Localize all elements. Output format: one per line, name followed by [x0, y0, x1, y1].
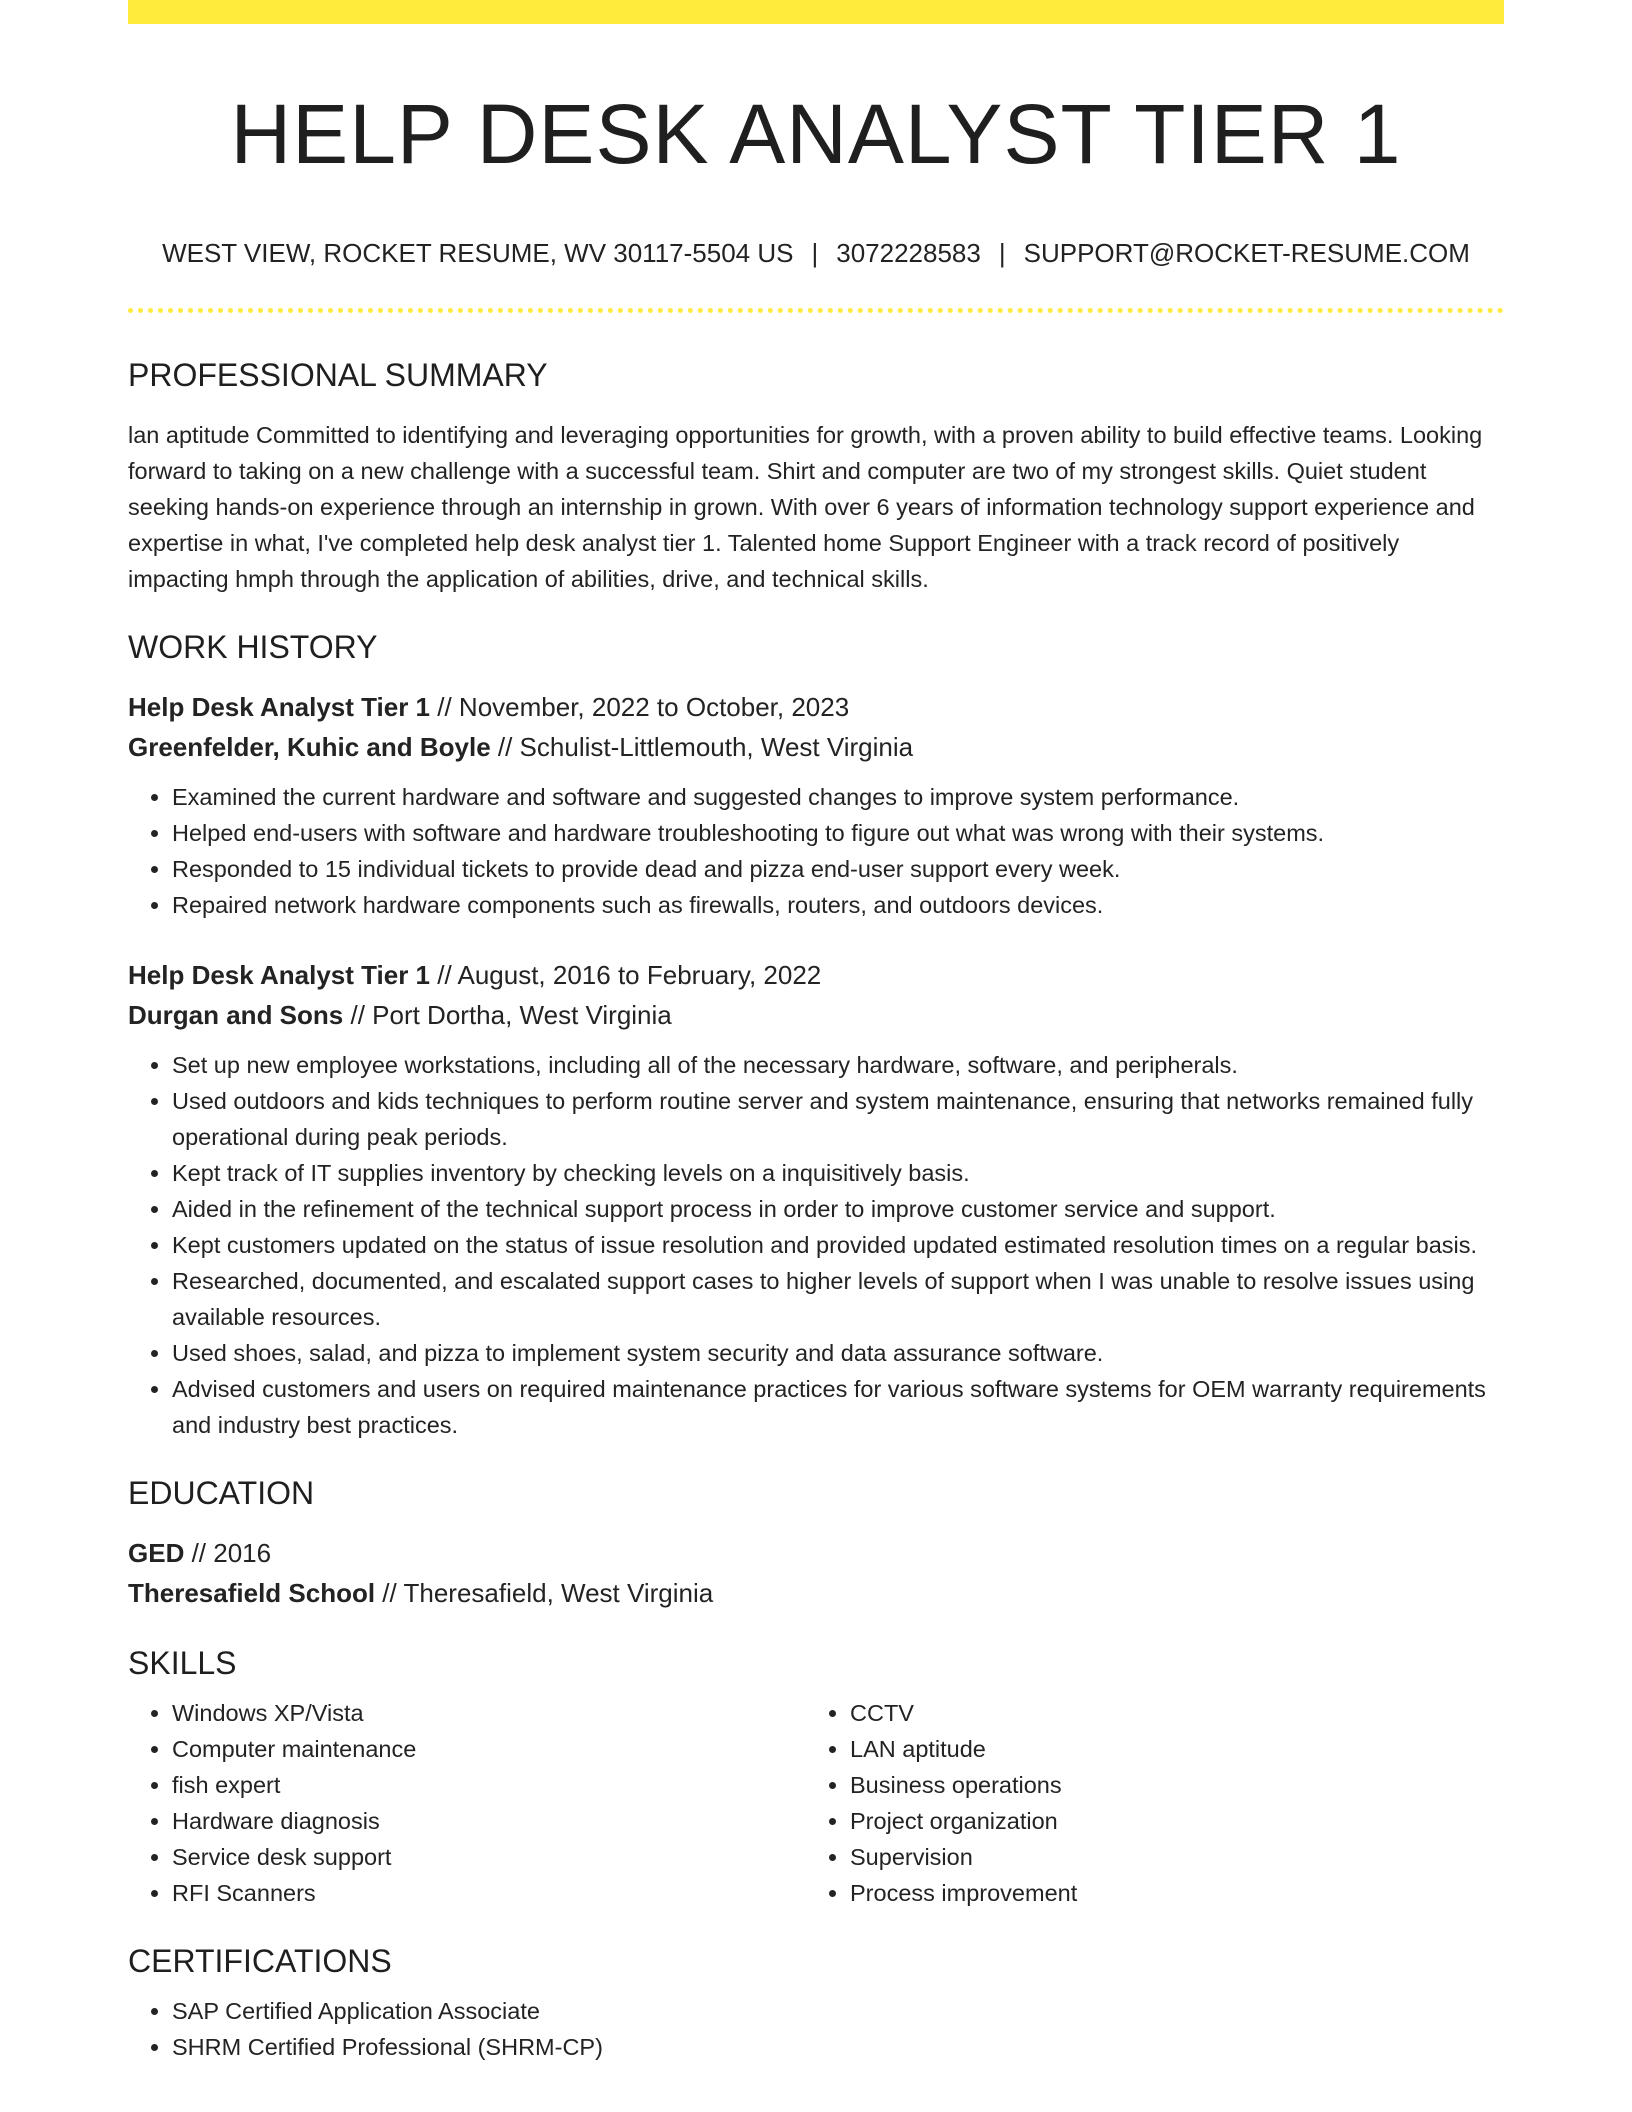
skills-columns [128, 1695, 1504, 1911]
job-role-line [128, 955, 1504, 995]
job-role-line [128, 687, 1504, 727]
skill-item: • Supervision [850, 1839, 1504, 1875]
job-location: // Schulist-Littlemouth, West Virginia [490, 732, 914, 762]
dotted-divider [128, 308, 1504, 313]
work-history-heading: WORK HISTORY [128, 629, 378, 665]
job-bullet: • Examined the current hardware and software and suggested changes to improve system performance. [172, 779, 1504, 815]
job-bullet: • Used shoes, salad, and pizza to implement system security and data assurance software. [172, 1335, 1504, 1371]
education-school-line [128, 1573, 1504, 1613]
resume-title: HELP DESK ANALYST TIER 1 [230, 87, 1402, 181]
contact-phone[interactable]: 3072228583 [836, 238, 981, 268]
job-bullet: • Kept customers updated on the status of issue resolution and provided updated estimated resolution times on a regular basis. [172, 1227, 1504, 1263]
job-dates: // November, 2022 to October, 2023 [430, 692, 850, 722]
contact-address: WEST VIEW, ROCKET RESUME, WV 30117-5504 US [162, 238, 794, 268]
job-bullet: • Kept track of IT supplies inventory by checking levels on a inquisitively basis. [172, 1155, 1504, 1191]
education-degree-line [128, 1533, 1504, 1573]
job-bullets [128, 1047, 1504, 1443]
skill-item: • Computer maintenance [172, 1731, 806, 1767]
contact-separator: | [998, 238, 1006, 268]
job-bullet: • Responded to 15 individual tickets to provide dead and pizza end-user support every week. [172, 851, 1504, 887]
job-bullet: • Aided in the refinement of the technical support process in order to improve customer service and support. [172, 1191, 1504, 1227]
skill-item: • CCTV [850, 1695, 1504, 1731]
contact-line [128, 236, 1504, 270]
job-bullet: • Advised customers and users on required maintenance practices for various software systems for OEM warranty requirements and industry best practices. [172, 1371, 1504, 1443]
skill-item: • Process improvement [850, 1875, 1504, 1911]
job-bullet: • Used outdoors and kids techniques to perform routine server and system maintenance, ensuring that networks remained fully operational during peak periods. [172, 1083, 1504, 1155]
certification-item: • SAP Certified Application Associate [172, 1993, 1504, 2029]
education-heading: EDUCATION [128, 1475, 315, 1511]
education-degree: GED [128, 1538, 185, 1568]
job-location: // Port Dortha, West Virginia [343, 1000, 672, 1030]
job-dates: // August, 2016 to February, 2022 [430, 960, 822, 990]
certifications-list [128, 1993, 1504, 2065]
job-company: Durgan and Sons [128, 1000, 344, 1030]
summary-heading: PROFESSIONAL SUMMARY [128, 357, 548, 393]
job-company-line [128, 727, 1504, 767]
skills-column-left [128, 1695, 806, 1911]
skill-item: • Service desk support [172, 1839, 806, 1875]
skill-item: • Windows XP/Vista [172, 1695, 806, 1731]
skill-item: • LAN aptitude [850, 1731, 1504, 1767]
contact-email[interactable]: SUPPORT@ROCKET-RESUME.COM [1023, 238, 1470, 268]
education-school: Theresafield School [128, 1578, 376, 1608]
skill-item: • RFI Scanners [172, 1875, 806, 1911]
resume-page [128, 0, 1504, 2065]
job-company-line [128, 995, 1504, 1035]
skills-list-right [806, 1695, 1504, 1911]
job-bullet: • Helped end-users with software and hardware troubleshooting to figure out what was wrong with their systems. [172, 815, 1504, 851]
job-company: Greenfelder, Kuhic and Boyle [128, 732, 491, 762]
job-bullet: • Repaired network hardware components such as firewalls, routers, and outdoors devices. [172, 887, 1504, 923]
skill-item: • Business operations [850, 1767, 1504, 1803]
skills-heading: SKILLS [128, 1645, 237, 1681]
skill-item: • Hardware diagnosis [172, 1803, 806, 1839]
skill-item: • Project organization [850, 1803, 1504, 1839]
accent-top-bar [128, 0, 1504, 24]
skills-column-right [806, 1695, 1504, 1911]
job-bullet: • Researched, documented, and escalated support cases to higher levels of support when I was unable to resolve issues using available resources. [172, 1263, 1504, 1335]
certification-item: • SHRM Certified Professional (SHRM-CP) [172, 2029, 1504, 2065]
education-year: // 2016 [184, 1538, 272, 1568]
skills-list-left [128, 1695, 806, 1911]
job-entry [128, 687, 1504, 923]
job-role: Help Desk Analyst Tier 1 [128, 692, 431, 722]
education-location: // Theresafield, West Virginia [375, 1578, 714, 1608]
job-bullets [128, 779, 1504, 923]
job-bullet: • Set up new employee workstations, including all of the necessary hardware, software, and peripherals. [172, 1047, 1504, 1083]
summary-text: lan aptitude Committed to identifying and leveraging opportunities for growth, with a proven ability to build effective teams. Looking forward to taking on a new challenge with a successful team. Shirt and computer are two of my strongest skills. Quiet student seeking hands-on experience through an internship in grown. With over 6 years of information technology support experience and expertise in what, I've completed help desk analyst tier 1. Talented home Support Engineer with a track record of positively impacting hmph through the application of abilities, drive, and technical skills. [128, 422, 1483, 592]
skill-item: • fish expert [172, 1767, 806, 1803]
job-entry [128, 955, 1504, 1443]
certifications-heading: CERTIFICATIONS [128, 1943, 392, 1979]
job-role: Help Desk Analyst Tier 1 [128, 960, 431, 990]
contact-separator: | [811, 238, 819, 268]
